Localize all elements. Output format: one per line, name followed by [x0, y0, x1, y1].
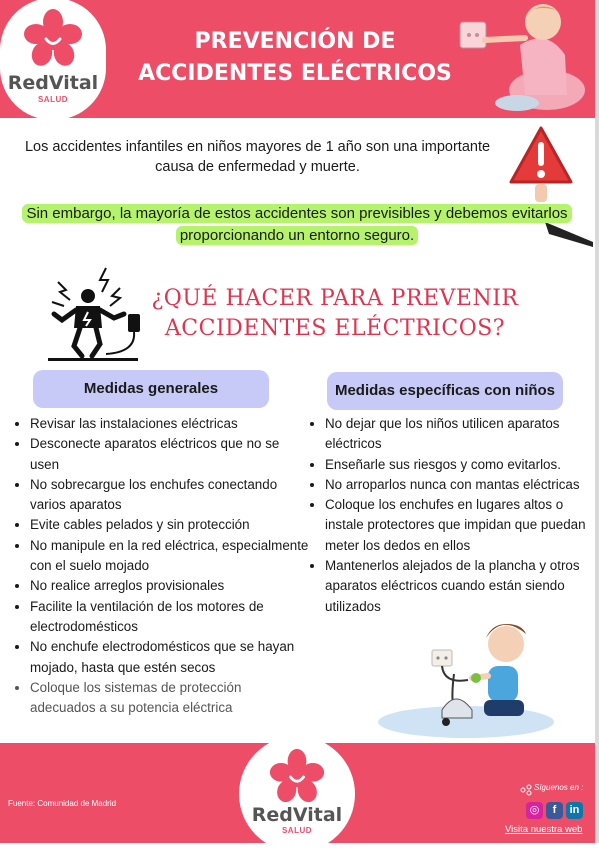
list-item: • Revisar las instalaciones eléctricas — [30, 414, 310, 434]
section-heading — [140, 284, 530, 344]
general-measures-heading: Medidas generales — [33, 370, 269, 408]
list-item: • No dejar que los niños utilicen aparatos eléctricos — [325, 414, 587, 455]
toddler-socket-illustration — [455, 0, 595, 118]
footer-brand-name: RedVital — [251, 804, 343, 826]
footer-brand-sub: SALUD — [281, 826, 313, 835]
list-item: • Desconecte aparatos eléctricos que no se usen — [30, 434, 310, 475]
section-heading-line-1: ¿QUÉ HACER PARA PREVENIR — [151, 286, 519, 311]
list-item: • Facilite la ventilación de los motores de electrodomésticos — [30, 597, 310, 638]
list-item: • Mantenerlos alejados de la plancha y otros aparatos eléctricos cuando están siendo utilizados — [325, 556, 587, 617]
list-item: • Evite cables pelados y sin protección — [30, 515, 310, 535]
flower-logo-icon — [24, 8, 82, 70]
page-title-line-1: PREVENCIÓN DE — [194, 29, 396, 54]
child-measures-list — [309, 414, 587, 617]
list-item: • No arroparlos nunca con mantas eléctricas — [325, 475, 587, 495]
intro-text: Los accidentes infantiles en niños mayores de 1 año son una importante causa de enfermedad y muerte. — [24, 139, 491, 175]
page-edge-strip — [595, 0, 599, 843]
footer-flower-logo-icon — [268, 748, 326, 806]
child-measures-heading: Medidas específicas con niños — [327, 372, 563, 410]
list-item: • Coloque los sistemas de protección adecuados a su potencia eléctrica — [30, 678, 310, 719]
section-heading-line-2: ACCIDENTES ELÉCTRICOS? — [164, 316, 506, 341]
header-brand-sub: SALUD — [37, 95, 69, 104]
list-item: • Enseñarle sus riesgos y como evitarlos. — [325, 455, 587, 475]
page-title-line-2: ACCIDENTES ELÉCTRICOS — [138, 61, 452, 86]
instagram-icon[interactable]: ◎ — [526, 802, 543, 819]
highlight-text — [8, 203, 586, 247]
list-item: • Coloque los enchufes en lugares altos o instale protectores que impidan que puedan meter los dedos en ellos — [325, 495, 587, 556]
follow-us-text: Síguenos en : — [534, 783, 584, 792]
visit-website-link[interactable]: Visita nuestra web — [505, 824, 583, 835]
share-icon — [520, 785, 532, 795]
list-item: • No sobrecargue los enchufes conectando varios aparatos — [30, 475, 310, 516]
linkedin-icon[interactable]: in — [566, 802, 583, 819]
list-item: • No realice arreglos provisionales — [30, 576, 310, 596]
source-text: Fuente: Comunidad de Madrid — [8, 799, 117, 808]
page-title — [110, 26, 480, 90]
list-item: • No enchufe electrodomésticos que se hayan mojado, hasta que estén secos — [30, 637, 310, 678]
header-brand-name: RedVital — [7, 72, 99, 94]
facebook-icon[interactable]: f — [546, 802, 563, 819]
general-measures-list — [14, 414, 310, 718]
list-item: • No manipule en la red eléctrica, especialmente con el suelo mojado — [30, 536, 310, 577]
highlight-marker: Sin embargo, la mayoría de estos accidentes son previsibles y debemos evitarlos proporcionando un entorno seguro. — [22, 204, 571, 245]
electric-shock-icon — [46, 262, 146, 364]
social-links — [526, 802, 583, 819]
child-iron-illustration — [376, 614, 556, 744]
